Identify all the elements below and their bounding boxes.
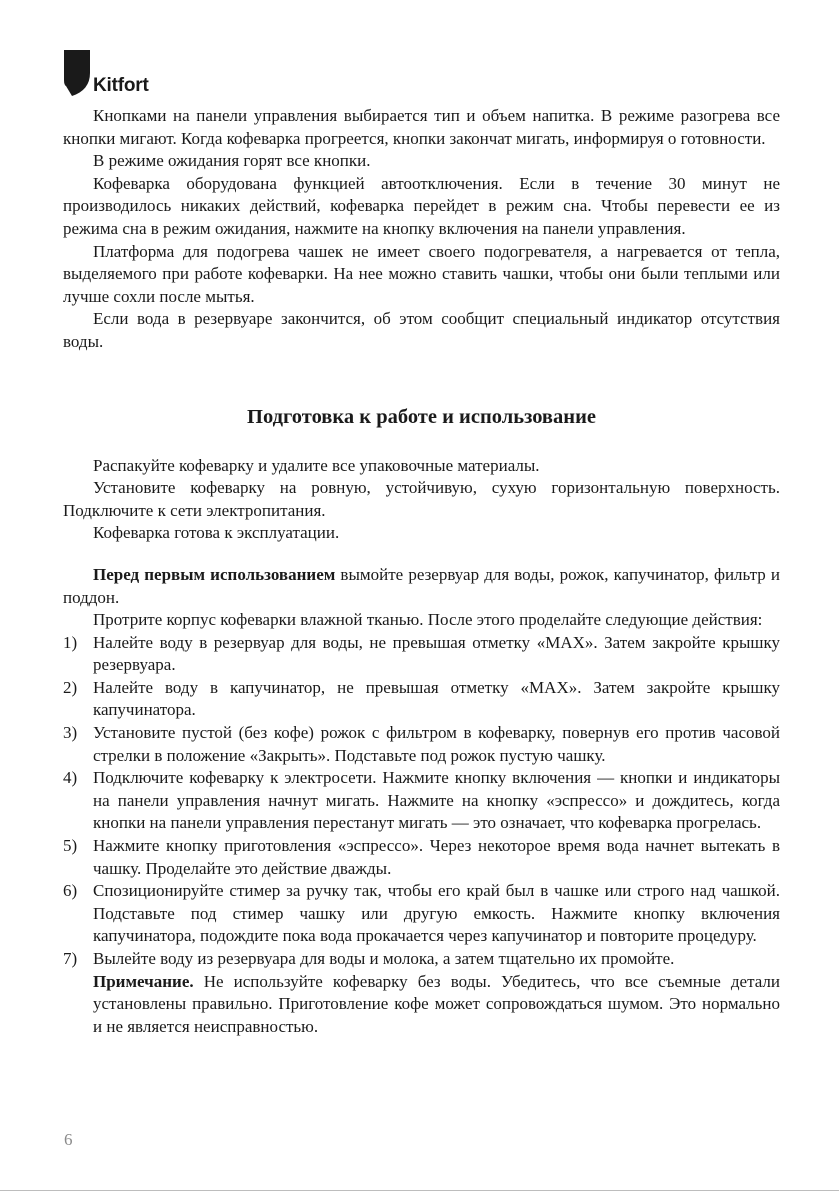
first-use-bold: Перед первым использованием bbox=[93, 564, 336, 584]
list-item bbox=[63, 722, 780, 767]
list-item bbox=[63, 835, 780, 880]
setup-paragraph: Распакуйте кофеварку и удалите все упаковочные материалы. bbox=[93, 455, 540, 475]
note-text: Не используйте кофеварку без воды. Убедитесь, что все съемные детали установлены правильно. Приготовление кофе может сопровождаться шумом. Это нормально и не является неисправностью. bbox=[93, 971, 780, 1036]
kitfort-logo-icon bbox=[64, 50, 90, 96]
wipe-paragraph: Протрите корпус кофеварки влажной тканью. После этого проделайте следующие действия: bbox=[93, 610, 763, 630]
list-item bbox=[63, 632, 780, 677]
step-number: 4) bbox=[63, 768, 78, 788]
list-item bbox=[63, 948, 780, 971]
step-text: Подключите кофеварку к электросети. Нажмите кнопку включения — кнопки и индикаторы на панели управления начнут мигать. Нажмите на кнопку «эспрессо» и дождитесь, когда кнопки на панели управления перестанут мигать — это означает, что кофеварка прогрелась. bbox=[93, 768, 780, 833]
step-number: 6) bbox=[63, 881, 78, 901]
step-text: Нажмите кнопку приготовления «эспрессо». Через некоторое время вода начнет вытекать в чашку. Проделайте это действие дважды. bbox=[93, 836, 780, 878]
bottom-rule bbox=[0, 1190, 839, 1191]
intro-paragraph: Платформа для подогрева чашек не имеет своего подогревателя, а нагревается от тепла, выделяемого при работе кофеварки. На нее можно ставить чашки, чтобы они были теплыми или лучше сохли после мытья. bbox=[63, 241, 780, 306]
section-title: Подготовка к работе и использование bbox=[247, 405, 596, 428]
list-item bbox=[63, 677, 780, 722]
first-use-paragraph bbox=[63, 564, 780, 609]
step-text: Установите пустой (без кофе) рожок с фильтром в кофеварку, повернув его против часовой стрелки в положение «Закрыть». Подставьте под рожок пустую чашку. bbox=[93, 723, 780, 765]
setup-paragraph: Установите кофеварку на ровную, устойчивую, сухую горизонтальную поверхность. Подключите к сети электропитания. bbox=[63, 478, 780, 520]
page-number: 6 bbox=[64, 1130, 73, 1149]
note-bold: Примечание. bbox=[93, 971, 194, 991]
step-text: Налейте воду в капучинатор, не превышая отметку «MAX». Затем закройте крышку капучинатора. bbox=[93, 677, 780, 720]
list-item bbox=[63, 767, 780, 835]
spacer bbox=[63, 545, 780, 564]
intro-paragraph: В режиме ожидания горят все кнопки. bbox=[93, 151, 371, 171]
steps-list bbox=[63, 632, 780, 971]
intro-paragraph: Если вода в резервуаре закончится, об этом сообщит специальный индикатор отсутствия воды. bbox=[63, 309, 780, 351]
kitfort-logo bbox=[64, 50, 149, 96]
list-item bbox=[63, 880, 780, 948]
intro-paragraph: Кофеварка оборудована функцией автоотключения. Если в течение 30 минут не производилось никаких действий, кофеварка перейдет в режим сна. Чтобы перевести ее из режима сна в режим ожидания, нажмите на кнопку включения на панели управления. bbox=[63, 173, 780, 238]
step-number: 7) bbox=[63, 949, 78, 968]
brand-name: Kitfort bbox=[93, 75, 149, 96]
step-text: Спозиционируйте стимер за ручку так, чтобы его край был в чашке или строго над чашкой. Подставьте под стимер чашку или другую емкость. Нажмите кнопку включения капучинатора, подождите пока вода прокачается через капучинатор и повторите процедуру. bbox=[93, 881, 780, 946]
step-text: Налейте воду в резервуар для воды, не превышая отметку «MAX». Затем закройте крышку резервуара. bbox=[93, 632, 780, 675]
step-number: 1) bbox=[63, 632, 78, 652]
page-content bbox=[63, 105, 780, 1038]
setup-paragraph: Кофеварка готова к эксплуатации. bbox=[93, 523, 340, 543]
step-number: 2) bbox=[63, 677, 78, 697]
note-paragraph bbox=[63, 971, 780, 1039]
step-text: Вылейте воду из резервуара для воды и молока, а затем тщательно их промойте. bbox=[93, 949, 675, 968]
first-use-text: вымойте резервуар для воды, рожок, капучинатор, фильтр и поддон. bbox=[63, 564, 780, 607]
step-number: 3) bbox=[63, 723, 78, 743]
intro-paragraph: Кнопками на панели управления выбирается тип и объем напитка. В режиме разогрева все кнопки мигают. Когда кофеварка прогреется, кнопки закончат мигать, информируя о готовности. bbox=[63, 106, 780, 148]
step-number: 5) bbox=[63, 836, 78, 856]
